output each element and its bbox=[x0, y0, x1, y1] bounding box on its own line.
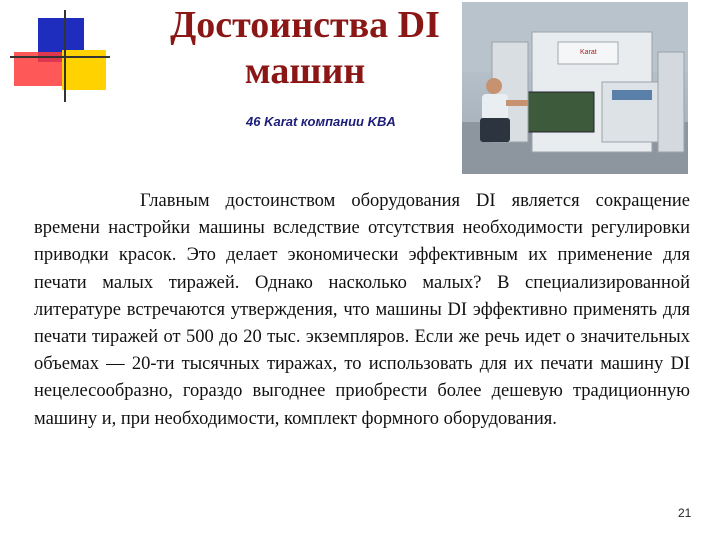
printing-machine-illustration bbox=[462, 2, 688, 174]
decor-horizontal-line bbox=[10, 56, 110, 58]
slide-title-line1: Достоинства DI bbox=[170, 4, 440, 46]
slide-body-text: Главным достоинством оборудования DI является сокращение времени настройки машины вследствие отсутствия необходимости регулировки приводки красок. Это делает экономически эффективным их применение для печати малых тиражей. Однако насколько малых? В специализированной литературе встречаются утверждения, что машины DI эффективно применять для печати тиражей от 500 до 20 тыс. экземпляров. Если же речь идет о значительных объемах — 20-ти тысячных тиражах, то использовать для их печати машину DI нецелесообразно, гораздо выгоднее приобрести более дешевую традиционную машину и, при необходимости, комплект формного оборудования. bbox=[34, 191, 690, 429]
slide-title-line2: машин bbox=[244, 50, 366, 92]
photo-caption: 46 Karat компании KBA bbox=[246, 114, 396, 129]
machine-brand-label: Karat bbox=[580, 49, 597, 56]
printing-machine-photo bbox=[462, 2, 688, 174]
page-number: 21 bbox=[678, 506, 692, 520]
decor-vertical-line bbox=[64, 10, 66, 102]
